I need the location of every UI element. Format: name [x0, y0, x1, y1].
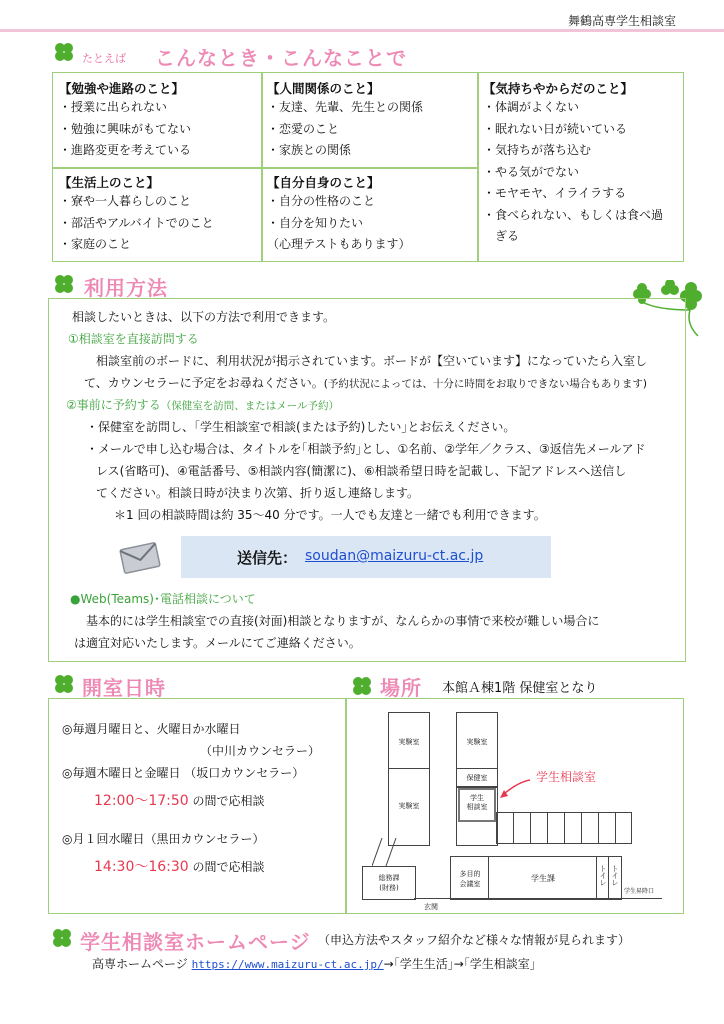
method2-line1: ・保健室を訪問し、｢学生相談室で相談(または予約)したい｣とお伝えください。 [86, 420, 516, 434]
examples-prefix: たとえば [82, 52, 126, 65]
clover-icon [52, 272, 76, 296]
hours-line1-counselor: （中川カウンセラー） [200, 744, 321, 758]
session-note: ＊1 回の相談時間は約 35～40 分です。一人でも友達と一緒でも利用できます。 [114, 508, 546, 522]
method2-line2: ・メールで申し込む場合は、タイトルを｢相談予約｣とし、①名前、②学年／クラス、③返信先メールアド [86, 442, 646, 456]
map-lab3: 実験室 [456, 712, 498, 770]
send-to-label: 送信先： [237, 549, 298, 567]
map-lab2: 実験室 [388, 768, 430, 846]
header-org: 舞鶴高専学生相談室 [567, 14, 676, 28]
cell-study: 【勉強や進路のこと】 ・授業に出られない ・勉強に興味がもてない ・進路変更を考えている [59, 81, 192, 157]
map-wing-outline [456, 786, 498, 846]
map-counsel-label: 学生相談室 [536, 770, 597, 784]
examples-table [52, 72, 684, 262]
map-entrance: 玄関 [424, 903, 438, 911]
email-link[interactable]: soudan@maizuru-ct.ac.jp [305, 548, 484, 564]
cell-life: 【生活上のこと】 ・寮や一人暮らしのこと ・部活やアルバイトでのこと ・家庭のこと [59, 175, 214, 251]
homepage-path: →｢学生生活｣→｢学生相談室｣ [383, 957, 536, 971]
clover-icon [52, 40, 76, 64]
header-divider [0, 29, 724, 32]
cell-self: 【自分自身のこと】 ・自分の性格のこと ・自分を知りたい （心理テストもあります） [267, 175, 411, 251]
map-lab1: 実験室 [388, 712, 430, 770]
homepage-prefix: 高専ホームページ [92, 957, 188, 971]
method2-line4: てください。相談日時が決まり次第、折り返し連絡します。 [96, 486, 420, 500]
hours-time2: 14:30～16:30 の間で応相談 [94, 859, 265, 875]
hours-line3: ◎月１回水曜日（黒田カウンセラー） [62, 832, 265, 846]
mail-icon [118, 538, 162, 578]
map-classrooms [496, 812, 632, 844]
web-consult-line1: 基本的には学生相談室での直接(対面)相談となりますが、なんらかの事情で来校が難しい場合に [86, 614, 600, 628]
clover-icon [52, 672, 76, 696]
place-title: 場所 [380, 676, 422, 700]
hours-line2: ◎毎週木曜日と金曜日 （坂口カウンセラー） [62, 766, 305, 780]
method2-line3: レス(省略可)、④電話番号、⑤相談内容(簡潔に)、⑥相談希望日時を記載し、下記アドレスへ送信し [96, 464, 627, 478]
map-toilet2: トイレ [608, 856, 622, 900]
homepage-url-link[interactable]: https://www.maizuru-ct.ac.jp/ [191, 958, 384, 971]
map-counseling-room: 学生 相談室 [458, 788, 496, 822]
place-desc: 本館Ａ棟1階 保健室となり [442, 681, 598, 696]
map-bottom-wall [414, 898, 662, 899]
method1-title: ①相談室を直接訪問する [68, 332, 199, 346]
hours-line1: ◎毎週月曜日と、火曜日か水曜日 [62, 722, 241, 736]
examples-title: こんなとき・こんなことで [155, 46, 407, 70]
web-consult-line2: は適宜対応いたします。メールにてご連絡ください。 [74, 636, 361, 650]
map-multipurpose-room: 多目的 会議室 [450, 856, 490, 900]
cell-feelings: 【気持ちやからだのこと】 ・体調がよくない ・眠れない日が続いている ・気持ちが落ち込む ・やる気がでない ・モヤモヤ、イライラする ・食べられない、もしくは食べ過 ぎる [483, 81, 664, 243]
map-student-affairs: 学生課 [488, 856, 598, 900]
method1-line1: 相談室前のボードに、利用状況が掲示されています。ボードが【空いています】になっていたら入室し [96, 354, 648, 368]
map-corridor [372, 838, 412, 868]
clover-icon [50, 926, 74, 950]
method1-line2: て、カウンセラーに予定をお尋ねください。(予約状況によっては、十分に時間をお取りできない場合もあります) [84, 376, 647, 390]
homepage-line [92, 955, 536, 972]
clover-icon [350, 674, 374, 698]
method2-title: ②事前に予約する（保健室を訪問、またはメール予約） [66, 398, 340, 412]
usage-title: 利用方法 [84, 276, 168, 300]
send-to-box [181, 536, 551, 578]
map-student-entrance: 学生昇降口 [624, 888, 655, 895]
usage-intro: 相談したいときは、以下の方法で利用できます。 [72, 310, 336, 324]
arrow-icon [494, 776, 534, 802]
hours-title: 開室日時 [82, 676, 166, 700]
homepage-note: （申込方法やスタッフ紹介など様々な情報が見られます） [318, 933, 631, 947]
map-toilet1: トイレ [596, 856, 610, 900]
hours-time1: 12:00～17:50 の間で応相談 [94, 793, 265, 809]
homepage-title: 学生相談室ホームページ [80, 930, 311, 954]
map-general-affairs: 総務課 (財務) [362, 866, 416, 900]
cell-relations: 【人間関係のこと】 ・友達、先輩、先生との関係 ・恋愛のこと ・家族との関係 [267, 81, 424, 157]
map-health-room: 保健室 [456, 768, 498, 788]
web-consult-title: ●Web(Teams)･電話相談について [70, 592, 256, 606]
